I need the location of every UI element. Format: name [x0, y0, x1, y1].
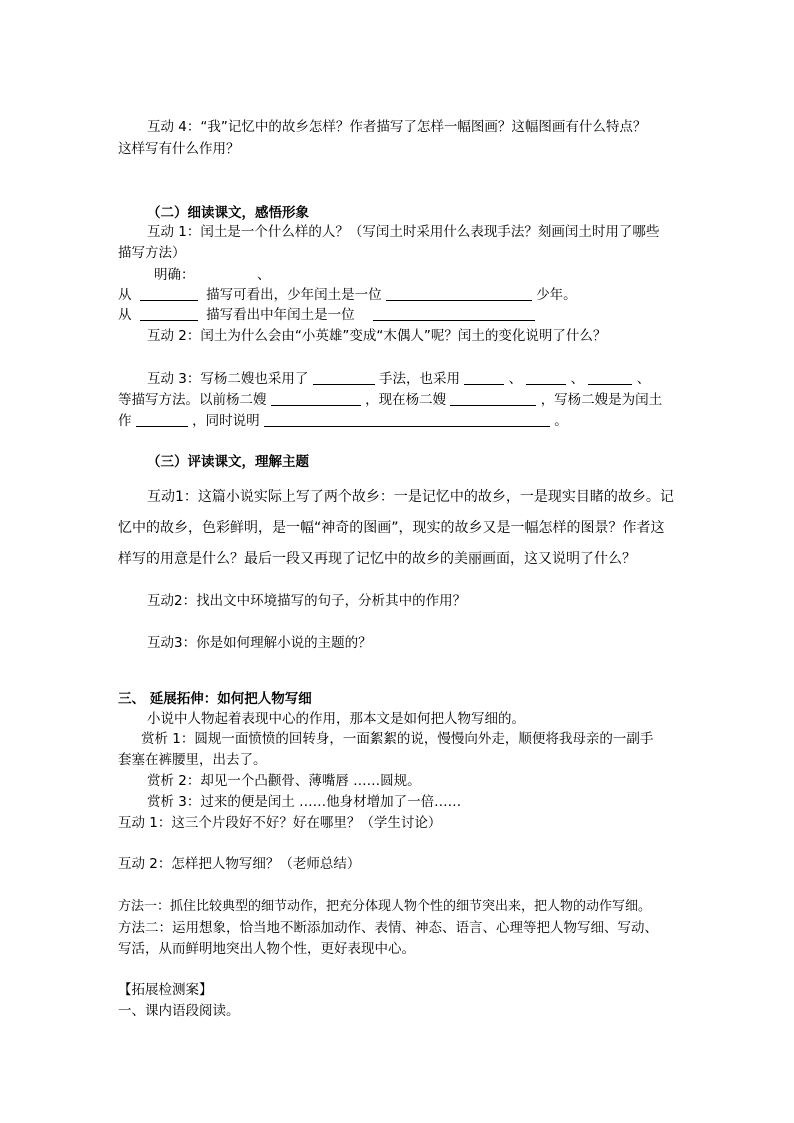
fill-text: 手法，也采用	[378, 371, 460, 387]
interaction-4-line1: 互动 4：“我”记忆中的故乡怎样？作者描写了怎样一幅图画？这幅图画有什么特点？	[147, 119, 647, 135]
interaction-4-line2: 这样写有什么作用？	[118, 141, 240, 157]
fill-text: ，同时说明	[192, 413, 260, 429]
blank[interactable]	[588, 370, 632, 385]
blank[interactable]	[313, 370, 375, 385]
extension-intro: 小说中人物起着表现中心的作用，那本文是如何把人物写细的。	[147, 711, 525, 727]
s3-interaction-3: 互动3：你是如何理解小说的主题的？	[147, 635, 372, 651]
fill-line-adult-runtu	[118, 305, 535, 325]
fill-text: 互动 3：写杨二嫂也采用了	[147, 371, 309, 387]
blank[interactable]	[464, 370, 504, 385]
fill-text: 、	[570, 371, 585, 387]
answer-label: 明确：	[154, 267, 195, 283]
fill-text: 描写看出中年闰土是一位	[206, 307, 355, 323]
fill-text: 描写可看出，少年闰土是一位	[206, 287, 382, 303]
s3-interaction-1-line1: 互动1：这篇小说实际上写了两个故乡：一是记忆中的故乡，一是现实目睹的故乡。记	[147, 489, 674, 505]
s2-interaction-3-line1	[147, 369, 650, 389]
fill-text: 从	[118, 307, 132, 323]
fill-text: 等描写方法。以前杨二嫂	[118, 392, 267, 408]
ext-interaction-2: 互动 2：怎样把人物写细？（老师总结）	[118, 856, 361, 872]
s2-interaction-3-line3	[118, 411, 568, 431]
s3-interaction-2: 互动2：找出文中环境描写的句子，分析其中的作用？	[147, 593, 467, 609]
section-3-heading: （三）评读课文，理解主题	[147, 454, 309, 470]
s2-interaction-3-line2	[118, 390, 662, 410]
extension-test-heading: 【拓展检测案】	[118, 982, 213, 998]
s2-interaction-1-line2: 描写方法）	[118, 245, 186, 261]
fill-text: ，现在杨二嫂	[365, 392, 447, 408]
fill-text: ，写杨二嫂是为闰土	[540, 392, 663, 408]
s2-interaction-1-line1: 互动 1：闰土是一个什么样的人？（写闰土时采用什么表现手法？刻画闰土时用了哪些	[147, 224, 660, 240]
blank[interactable]	[271, 391, 361, 406]
blank[interactable]	[450, 391, 536, 406]
ext-interaction-1: 互动 1：这三个片段好不好？好在哪里？（学生讨论）	[118, 815, 442, 831]
appreciation-1-line1: 赏析 1：圆规一面愤愤的回转身，一面絮絮的说，慢慢向外走，顺便将我母亲的一副手	[141, 731, 654, 747]
method-2-line2: 写活，从而鲜明地突出人物个性，更好表现中心。	[118, 941, 415, 957]
fill-text: 、	[508, 371, 523, 387]
fill-text: 、	[636, 371, 651, 387]
appreciation-3: 赏析 3：过来的便是闰土 ……他身材增加了一倍……	[147, 794, 462, 810]
method-2-line1: 方法二：运用想象，恰当地不断添加动作、表情、神态、语言、心理等把人物写细、写动、	[118, 920, 658, 936]
blank[interactable]	[136, 412, 188, 427]
answer-separator: 、	[257, 267, 271, 283]
s3-interaction-1-line3: 样写的用意是什么？最后一段又再现了记忆中的故乡的美丽画面，这又说明了什么？	[118, 551, 636, 567]
blank[interactable]	[373, 306, 535, 321]
appreciation-1-line2: 套塞在裤腰里，出去了。	[118, 752, 267, 768]
fill-text: 作	[118, 413, 132, 429]
method-1: 方法一：抓住比较典型的细节动作，把充分体现人物个性的细节突出来，把人物的动作写细。	[118, 899, 652, 914]
blank[interactable]	[264, 412, 550, 427]
blank[interactable]	[386, 286, 532, 301]
section-2-heading: （二）细读课文，感悟形象	[147, 205, 309, 221]
appreciation-2: 赏析 2：却见一个凸颧骨、薄嘴唇 ……圆规。	[147, 773, 421, 789]
fill-text: 少年。	[536, 287, 577, 303]
blank[interactable]	[140, 286, 198, 301]
blank[interactable]	[140, 306, 198, 321]
fill-text: 从	[118, 287, 132, 303]
test-item-1: 一、课内语段阅读。	[118, 1003, 240, 1019]
fill-line-young-runtu	[118, 285, 577, 305]
s3-interaction-1-line2: 忆中的故乡，色彩鲜明，是一幅“神奇的图画”，现实的故乡又是一幅怎样的图景？作者这	[118, 520, 665, 536]
fill-text: 。	[554, 413, 568, 429]
s2-interaction-2: 互动 2：闰土为什么会由“小英雄”变成“木偶人”呢？闰土的变化说明了什么？	[147, 328, 607, 344]
section-extension-heading: 三、 延展拓伸：如何把人物写细	[118, 691, 312, 707]
blank[interactable]	[526, 370, 566, 385]
